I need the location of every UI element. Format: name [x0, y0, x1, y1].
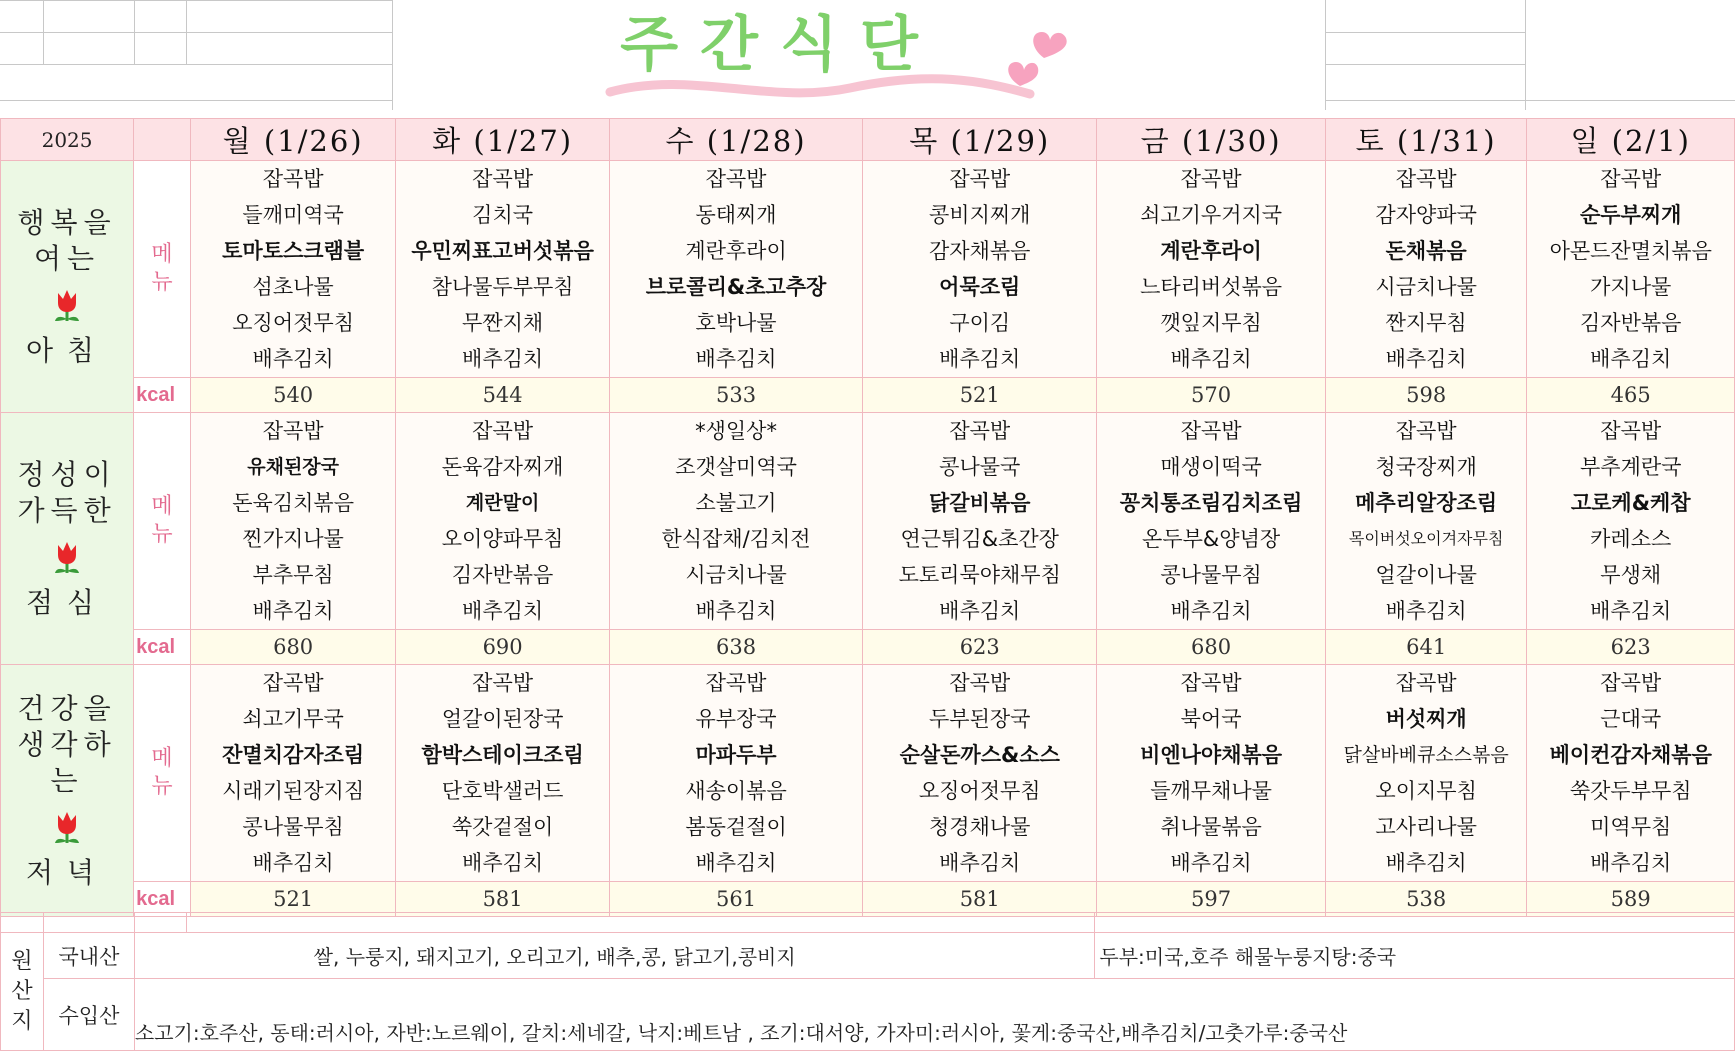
breakfast-tue-kcal: 544 — [396, 378, 610, 413]
menu-item: 콩나물무침 — [1160, 563, 1262, 587]
top-left-grid — [0, 0, 392, 110]
menu-item: 무짠지채 — [462, 311, 544, 335]
menu-item: 들깨무채나물 — [1150, 779, 1272, 803]
menu-item: 돈육감자찌개 — [441, 455, 564, 479]
lunch-fri-kcal: 680 — [1097, 630, 1326, 665]
breakfast-sun-kcal: 465 — [1527, 378, 1735, 413]
breakfast-thu-kcal: 521 — [863, 378, 1097, 413]
lunch-mon-cell — [190, 413, 395, 630]
day-header-wed: 수 (1/28) — [609, 119, 862, 161]
menu-item: 미역무침 — [1590, 815, 1672, 839]
breakfast-mon-cell — [190, 161, 395, 378]
menu-item: 순살돈까스&소스 — [899, 743, 1060, 767]
menu-item: 잡곡밥 — [1180, 167, 1242, 191]
menu-item: 배추김치 — [1385, 347, 1467, 371]
dinner-tue-kcal: 581 — [396, 882, 610, 917]
menu-item: 느타리버섯볶음 — [1140, 275, 1283, 299]
lunch-label — [1, 413, 134, 665]
menu-item: 메추리알장조림 — [1355, 491, 1498, 515]
breakfast-menu-tag: 메뉴 — [134, 161, 191, 378]
domestic-text: 쌀, 누룽지, 돼지고기, 오리고기, 배추,콩, 닭고기,콩비지 — [134, 933, 1095, 979]
day-header-sat: 토 (1/31) — [1325, 119, 1527, 161]
breakfast-menu-row — [1, 161, 1735, 378]
menu-item: 무생채 — [1600, 563, 1662, 587]
menu-item: 온두부&양념장 — [1142, 527, 1281, 551]
domestic-label: 국내산 — [43, 933, 134, 979]
dinner-sun-kcal: 589 — [1527, 882, 1735, 917]
menu-item: 마파두부 — [695, 743, 777, 767]
menu-item: 브로콜리&초고추장 — [645, 275, 827, 299]
menu-item: 배추김치 — [1170, 599, 1252, 623]
breakfast-sat-cell — [1325, 161, 1527, 378]
dinner-wed-kcal: 561 — [609, 882, 862, 917]
dinner-thu-cell — [863, 665, 1097, 882]
menu-item: 유부장국 — [695, 707, 777, 731]
weekly-menu-table — [0, 118, 1735, 917]
menu-item: 잡곡밥 — [949, 419, 1011, 443]
lunch-sun-kcal: 623 — [1527, 630, 1735, 665]
menu-item: 잡곡밥 — [705, 167, 767, 191]
menu-item: 배추김치 — [939, 347, 1021, 371]
menu-item: 배추김치 — [939, 851, 1021, 875]
menu-item: 배추김치 — [1385, 851, 1467, 875]
menu-item: 오징어젓무침 — [918, 779, 1041, 803]
menu-item: 쇠고기무국 — [242, 707, 344, 731]
menu-item: 목이버섯오이겨자무침 — [1348, 529, 1504, 548]
menu-item: 배추김치 — [462, 599, 544, 623]
menu-item: 돈육김치볶음 — [232, 491, 354, 515]
breakfast-label-top: 행복을 여는 — [17, 205, 117, 275]
lunch-thu-kcal: 623 — [863, 630, 1097, 665]
menu-item: 쑥갓겉절이 — [451, 815, 554, 839]
tulip-icon — [50, 287, 84, 323]
menu-item: 조갯살미역국 — [675, 455, 797, 479]
menu-item: 잡곡밥 — [1600, 167, 1662, 191]
lunch-tue-cell — [396, 413, 610, 630]
day-header-tue: 화 (1/27) — [396, 119, 610, 161]
menu-item: 비엔나야채볶음 — [1140, 743, 1283, 767]
menu-item: 시금치나물 — [685, 563, 787, 587]
menu-item: 구이김 — [949, 311, 1011, 335]
menu-item: 배추김치 — [1590, 347, 1672, 371]
tulip-icon — [50, 539, 84, 575]
menu-item: 배추김치 — [1590, 851, 1672, 875]
day-header-sun: 일 (2/1) — [1527, 119, 1735, 161]
menu-item: 잡곡밥 — [1180, 419, 1242, 443]
import-text: 소고기:호주산, 동태:러시아, 자반:노르웨이, 갈치:세네갈, 낙지:베트남 , 조기:대서양, 가자미:러시아, 꽃게:중국산,배추김치/고춧가루:중국산 — [134, 979, 1734, 1051]
dinner-sat-kcal: 538 — [1325, 882, 1527, 917]
breakfast-thu-cell — [863, 161, 1097, 378]
menu-item: 오이지무침 — [1375, 779, 1477, 803]
menu-item: 취나물볶음 — [1160, 815, 1262, 839]
menu-item: 배추김치 — [1170, 851, 1252, 875]
tulip-icon — [50, 809, 84, 845]
menu-item: 쇠고기우거지국 — [1140, 203, 1283, 227]
day-header-thu: 목 (1/29) — [863, 119, 1097, 161]
menu-item: 새송이볶음 — [685, 779, 787, 803]
dinner-label-bottom: 저녁 — [25, 855, 109, 889]
breakfast-fri-kcal: 570 — [1097, 378, 1326, 413]
menu-item: 돈채볶음 — [1385, 239, 1467, 263]
dinner-sun-cell — [1527, 665, 1735, 882]
breakfast-wed-cell — [609, 161, 862, 378]
lunch-menu-tag: 메뉴 — [134, 413, 191, 630]
menu-item: 닭살바베큐소스볶음 — [1343, 744, 1509, 766]
menu-item: 함박스테이크조림 — [421, 743, 584, 767]
breakfast-sat-kcal: 598 — [1325, 378, 1527, 413]
menu-item: 단호박샐러드 — [441, 779, 564, 803]
dinner-mon-kcal: 521 — [190, 882, 395, 917]
menu-item: 잡곡밥 — [949, 167, 1011, 191]
menu-item: 토마토스크램블 — [222, 239, 365, 263]
lunch-wed-kcal: 638 — [609, 630, 862, 665]
menu-item: 잡곡밥 — [262, 419, 324, 443]
menu-item: 잔멸치감자조림 — [222, 743, 365, 767]
menu-item: 배추김치 — [939, 599, 1021, 623]
day-header-fri: 금 (1/30) — [1097, 119, 1326, 161]
header-blank — [134, 119, 191, 161]
breakfast-wed-kcal: 533 — [609, 378, 862, 413]
menu-item: 우민찌표고버섯볶음 — [411, 239, 594, 263]
menu-item: 꽁치통조림김치조림 — [1119, 491, 1303, 515]
menu-item: 쑥갓두부무침 — [1569, 779, 1692, 803]
menu-item: 순두부찌개 — [1580, 203, 1682, 227]
dinner-sat-cell — [1325, 665, 1527, 882]
lunch-label-bottom: 점심 — [25, 585, 109, 619]
menu-item: 어묵조림 — [939, 275, 1021, 299]
menu-item: 부추무침 — [252, 563, 334, 587]
menu-item: 배추김치 — [252, 851, 334, 875]
import-label: 수입산 — [43, 979, 134, 1051]
menu-item: 콩나물국 — [939, 455, 1021, 479]
lunch-label-top: 정성이 가득한 — [17, 457, 117, 527]
lunch-kcal-row — [1, 630, 1735, 665]
menu-item: 배추김치 — [695, 347, 777, 371]
menu-item: 카레소스 — [1590, 527, 1672, 551]
menu-item: 배추김치 — [695, 599, 777, 623]
menu-item: 부추계란국 — [1580, 455, 1682, 479]
menu-item: 고사리나물 — [1375, 815, 1477, 839]
menu-item: 깻잎지무침 — [1160, 311, 1262, 335]
menu-item: 잡곡밥 — [472, 167, 534, 191]
menu-item: 잡곡밥 — [1395, 419, 1457, 443]
menu-item: 잡곡밥 — [1395, 167, 1457, 191]
origin-label: 원산지 — [1, 933, 44, 1051]
menu-item: 콩비지찌개 — [929, 203, 1031, 227]
menu-item: 배추김치 — [252, 347, 334, 371]
lunch-fri-cell — [1097, 413, 1326, 630]
dinner-thu-kcal: 581 — [863, 882, 1097, 917]
menu-item: 잡곡밥 — [1600, 419, 1662, 443]
menu-item: 잡곡밥 — [1600, 671, 1662, 695]
menu-item: 청경채나물 — [929, 815, 1031, 839]
menu-item: 잡곡밥 — [262, 167, 324, 191]
menu-item: 잡곡밥 — [1395, 671, 1457, 695]
menu-item: 근대국 — [1600, 707, 1662, 731]
menu-item: 배추김치 — [1170, 347, 1252, 371]
menu-item: 베이컨감자채볶음 — [1549, 743, 1712, 767]
menu-item: 잡곡밥 — [472, 419, 534, 443]
lunch-thu-cell — [863, 413, 1097, 630]
menu-item: 얼갈이된장국 — [441, 707, 564, 731]
heart-icon — [1000, 18, 1070, 98]
menu-item: 동태찌개 — [695, 203, 777, 227]
day-header-mon: 월 (1/26) — [190, 119, 395, 161]
kcal-label: kcal — [134, 378, 191, 413]
menu-item: 감자양파국 — [1375, 203, 1477, 227]
origin-table — [0, 912, 1735, 1051]
breakfast-tue-cell — [396, 161, 610, 378]
menu-item: 배추김치 — [1590, 599, 1672, 623]
menu-item: 김자반볶음 — [451, 563, 554, 587]
menu-item: 배추김치 — [462, 851, 544, 875]
menu-item: 계란후라이 — [1160, 239, 1262, 263]
menu-item: 잡곡밥 — [262, 671, 324, 695]
menu-item: 한식잡채/김치전 — [661, 527, 811, 551]
dinner-label-top: 건강을 생각하는 — [17, 691, 117, 797]
menu-item: 참나물두부무침 — [431, 275, 574, 299]
year-label: 2025 — [1, 119, 134, 161]
dinner-tue-cell — [396, 665, 610, 882]
lunch-wed-cell — [609, 413, 862, 630]
breakfast-fri-cell — [1097, 161, 1326, 378]
dinner-menu-row — [1, 665, 1735, 882]
menu-item: 김자반볶음 — [1580, 311, 1682, 335]
kcal-label: kcal — [134, 630, 191, 665]
menu-item: 콩나물무침 — [242, 815, 344, 839]
menu-item: 유채된장국 — [247, 456, 340, 478]
menu-item: 잡곡밥 — [472, 671, 534, 695]
menu-item: *생일상* — [695, 419, 777, 443]
domestic-text-2: 두부:미국,호주 해물누룽지탕:중국 — [1095, 933, 1735, 979]
menu-item: 섬초나물 — [252, 275, 334, 299]
menu-item: 도토리묵야채무침 — [898, 563, 1061, 587]
menu-item: 시래기된장지짐 — [222, 779, 365, 803]
menu-item: 청국장찌개 — [1375, 455, 1477, 479]
menu-item: 아몬드잔멸치볶음 — [1549, 239, 1712, 263]
menu-item: 매생이떡국 — [1160, 455, 1262, 479]
menu-item: 계란말이 — [465, 492, 540, 514]
top-right-grid — [1325, 0, 1735, 110]
menu-item: 배추김치 — [1385, 599, 1467, 623]
menu-item: 배추김치 — [695, 851, 777, 875]
dinner-fri-cell — [1097, 665, 1326, 882]
breakfast-label — [1, 161, 134, 413]
menu-item: 버섯찌개 — [1385, 707, 1467, 731]
lunch-tue-kcal: 690 — [396, 630, 610, 665]
dinner-wed-cell — [609, 665, 862, 882]
menu-item: 오징어젓무침 — [232, 311, 354, 335]
dinner-label — [1, 665, 134, 917]
lunch-menu-row — [1, 413, 1735, 630]
lunch-sat-kcal: 641 — [1325, 630, 1527, 665]
menu-item: 고로케&케찹 — [1570, 491, 1691, 515]
kcal-label: kcal — [134, 882, 191, 917]
breakfast-kcal-row — [1, 378, 1735, 413]
menu-item: 짠지무침 — [1385, 311, 1467, 335]
menu-item: 감자채볶음 — [929, 239, 1031, 263]
dinner-menu-tag: 메뉴 — [134, 665, 191, 882]
menu-item: 연근튀김&초간장 — [900, 527, 1059, 551]
breakfast-mon-kcal: 540 — [190, 378, 395, 413]
dinner-fri-kcal: 597 — [1097, 882, 1326, 917]
menu-item: 잡곡밥 — [949, 671, 1011, 695]
breakfast-sun-cell — [1527, 161, 1735, 378]
menu-item: 찐가지나물 — [242, 527, 344, 551]
menu-item: 봄동겉절이 — [685, 815, 787, 839]
breakfast-label-bottom: 아침 — [25, 333, 109, 367]
menu-item: 계란후라이 — [685, 239, 787, 263]
menu-item: 잡곡밥 — [1180, 671, 1242, 695]
menu-item: 시금치나물 — [1375, 275, 1477, 299]
menu-item: 호박나물 — [695, 311, 777, 335]
page-title: 주간식단 — [620, 10, 940, 80]
lunch-mon-kcal: 680 — [190, 630, 395, 665]
lunch-sat-cell — [1325, 413, 1527, 630]
menu-item: 들깨미역국 — [242, 203, 344, 227]
header-row — [1, 119, 1735, 161]
menu-item: 잡곡밥 — [705, 671, 767, 695]
menu-item: 가지나물 — [1590, 275, 1672, 299]
menu-item: 두부된장국 — [929, 707, 1031, 731]
menu-item: 배추김치 — [252, 599, 334, 623]
menu-item: 닭갈비볶음 — [929, 491, 1031, 515]
menu-item: 김치국 — [472, 203, 534, 227]
lunch-sun-cell — [1527, 413, 1735, 630]
menu-item: 북어국 — [1180, 707, 1242, 731]
menu-item: 배추김치 — [462, 347, 544, 371]
menu-item: 소불고기 — [695, 491, 777, 515]
menu-item: 오이양파무침 — [441, 527, 564, 551]
menu-item: 얼갈이나물 — [1375, 563, 1477, 587]
dinner-mon-cell — [190, 665, 395, 882]
